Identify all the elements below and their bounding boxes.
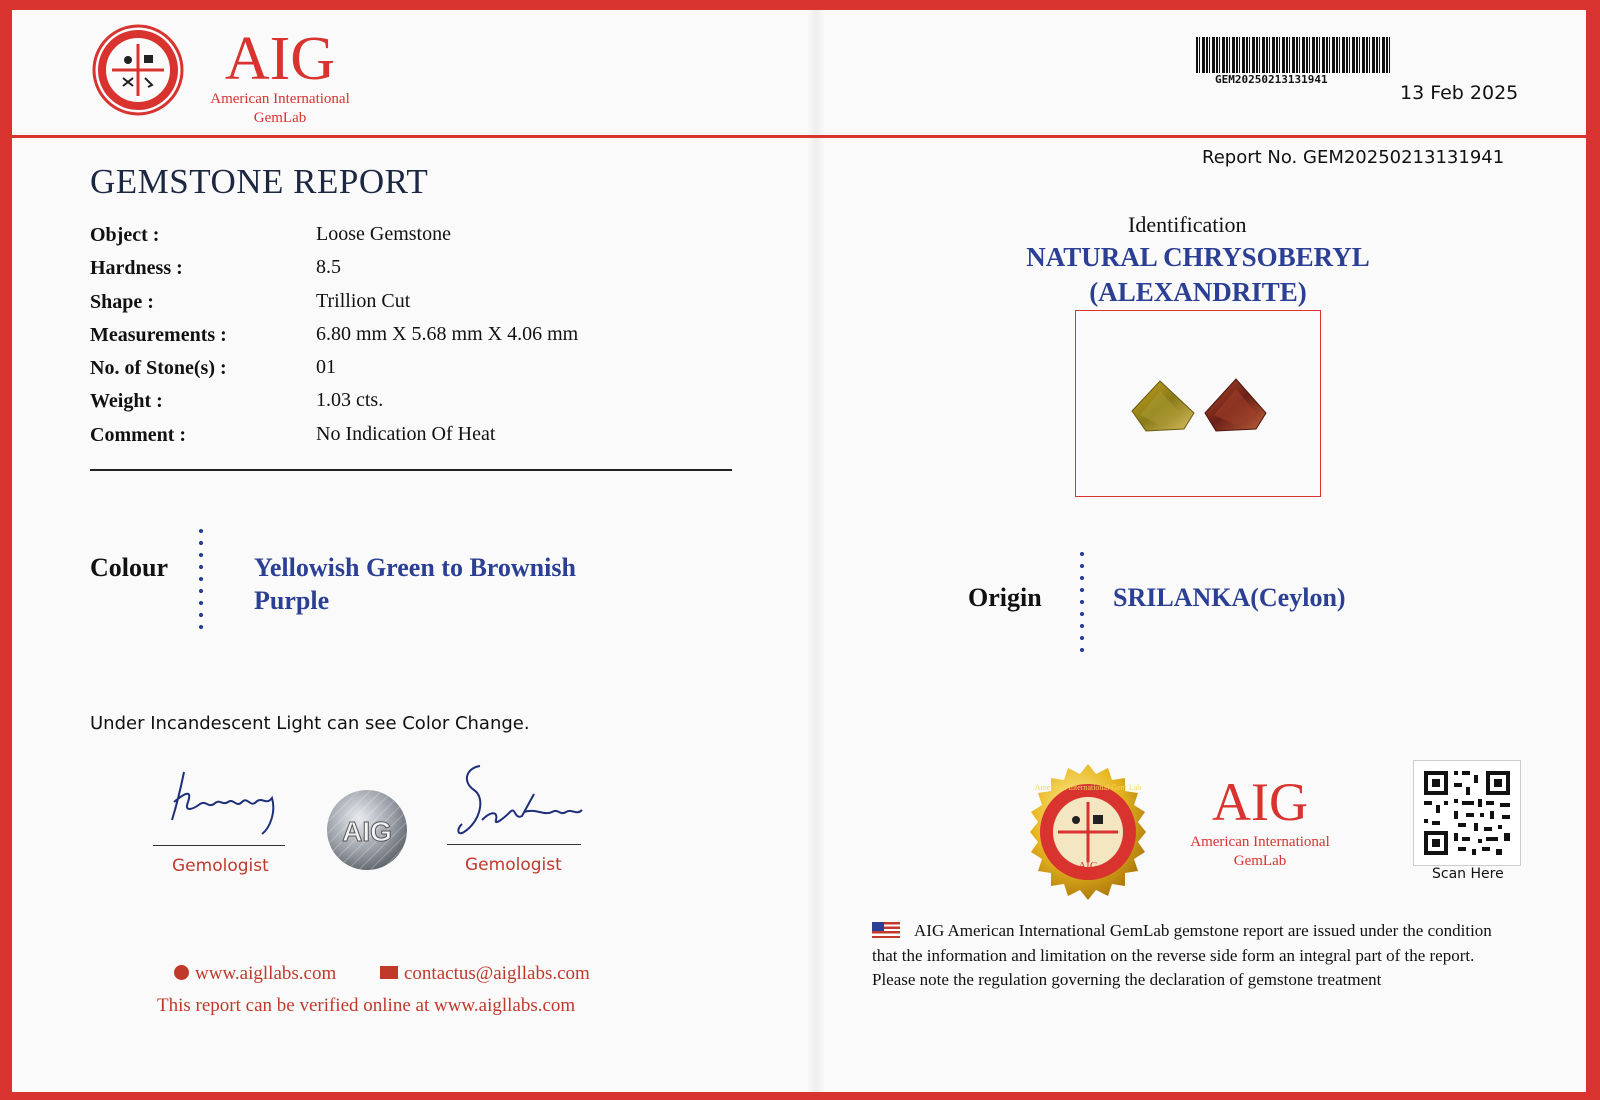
logo-subtitle-2: GemLab [253,109,307,126]
spec-label: Hardness : [90,257,183,280]
color-change-note: Under Incandescent Light can see Color Change. [90,713,530,734]
spec-value: 01 [316,356,336,379]
envelope-icon [380,966,398,979]
spec-value: No Indication Of Heat [316,422,496,445]
spec-value: 6.80 mm X 5.68 mm X 4.06 mm [316,322,579,345]
logo-text-footer: AIG [1212,772,1308,832]
hologram-seal-icon [326,789,408,871]
aig-logo [200,25,360,128]
colour-value-line1: Yellowish Green to Brownish [254,553,576,582]
gem-name-line2: (ALEXANDRITE) [1089,277,1307,307]
globe-icon [174,965,189,980]
gemologist-signature-1 [162,762,292,842]
origin-value: SRILANKA(Ceylon) [1113,583,1346,612]
report-number: Report No. GEM20250213131941 [1202,147,1505,168]
report-date: 13 Feb 2025 [1400,82,1519,104]
gemologist-label-1: Gemologist [172,856,269,876]
gemologist-label-2: Gemologist [465,855,562,875]
logo-text: AIG [224,25,336,93]
gem-name-line1: NATURAL CHRYSOBERYL [1026,242,1370,272]
aig-logo-footer [1180,772,1340,871]
spec-value: 1.03 cts. [316,389,384,412]
spec-value: Loose Gemstone [316,223,451,245]
spec-divider [90,469,732,471]
website-link[interactable] [174,963,336,985]
colour-value-line2: Purple [254,586,330,615]
identification-label: Identification [1128,212,1247,237]
origin-divider [1080,548,1084,652]
barcode [1196,37,1392,73]
spec-label: Shape : [90,290,154,313]
website-text: www.aigllabs.com [195,963,337,984]
spec-label: Weight : [90,390,163,413]
signature-line-2 [447,844,581,845]
signature-line-1 [153,845,285,846]
verify-note: This report can be verified online at www.aigllabs.com [157,995,576,1016]
disclaimer-text: AIG American International GemLab gemstone report are issued under the condition that the information and limitation on the reverse side form an integral part of the report. Please note the regulation governing the declaration of gemstone treatment [872,921,1492,989]
colour-label: Colour [90,553,168,582]
spec-label: No. of Stone(s) : [90,357,227,380]
spec-label: Object : [90,224,160,246]
spec-label: Measurements : [90,323,227,346]
colour-value [254,551,714,617]
gold-seal-icon [1018,762,1158,902]
colour-divider [199,525,203,631]
us-flag-icon [872,922,900,938]
spec-value: 8.5 [316,256,341,279]
logo-subtitle-footer-1: American International [1190,834,1330,850]
gemstone-image [1076,311,1320,496]
aig-emblem-icon [92,24,184,116]
barcode-text: GEM20250213131941 [1215,73,1328,86]
gem-identification [992,240,1404,310]
origin-label: Origin [968,583,1042,612]
hologram-text: AIG [342,816,392,847]
page-title: GEMSTONE REPORT [90,162,429,201]
spec-label: Comment : [90,423,187,446]
page-fold [807,10,825,1092]
seal-small-text: AIG [1078,860,1098,872]
logo-subtitle-1: American International [210,91,350,107]
header-rule [12,135,1586,138]
scan-label: Scan Here [1432,866,1504,882]
logo-subtitle-footer-2: GemLab [1233,852,1287,869]
disclaimer [872,919,1512,993]
email-link[interactable] [380,963,590,985]
seal-ring-text: American International Gem Lab [1034,783,1142,792]
certificate-page [12,10,1586,1092]
qr-code[interactable] [1413,760,1521,866]
qr-code-icon [1414,761,1520,865]
email-text: contactus@aigllabs.com [404,963,590,984]
spec-value: Trillion Cut [316,289,411,312]
gemologist-signature-2 [452,760,592,842]
gemstone-photo [1075,310,1321,497]
